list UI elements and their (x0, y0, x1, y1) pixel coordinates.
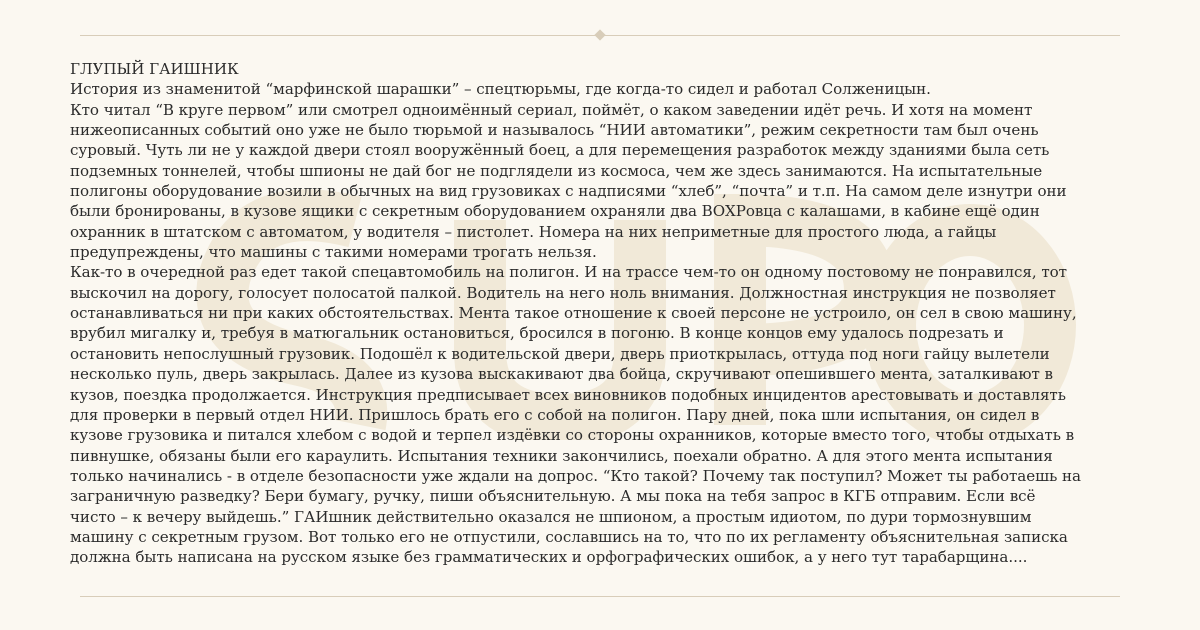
article-paragraph-story: Как-то в очередной раз едет такой спецавтомобиль на полигон. И на трассе чем-то он одному постовому не понравился, тот выскочил на дорогу, голосует полосатой палкой. Водитель на него ноль внимания. Должностная инструкция не позволяет останавливаться ни при каких обстоятельствах. Мента такое отношение к своей персоне не устроило, он сел в свою машину, врубил мигалку и, требуя в матюгальник остановиться, бросился в погоню. В конце концов ему удалось подрезать и остановить непослушный грузовик. Подошёл к водительской двери, дверь приоткрылась, оттуда под ноги гайцу вылетели несколько пуль, дверь закрылась. Далее из кузова выскакивают два бойца, скручивают опешившего мента, заталкивают в кузов, поездка продолжается. Инструкция предписывает всех виновников подобных инцидентов арестовывать и доставлять для проверки в первый отдел НИИ. Пришлось брать его с собой на полигон. Пару дней, пока шли испытания, он сидел в кузове грузовика и питался хлебом с водой и терпел издёвки со стороны охранников, которые вместо того, чтобы отдыхать в пивнушке, обязаны были его караулить. Испытания техники закончились, поехали обратно. А для этого мента испытания только начинались - в отделе безопасности уже ждали на допрос. “Кто такой? Почему так поступил? Может ты работаешь на заграничную разведку? Бери бумагу, ручку, пиши объяснительную. А мы пока на тебя запрос в КГБ отправим. Если всё чисто – к вечеру выйдешь.” ГАИшник действительно оказался не шпионом, а простым идиотом, по дури тормознувшим машину с секретным грузом. Вот только его не отпустили, сославшись на то, что по их регламенту объяснительная записка должна быть написана на русском языке без грамматических и орфографических ошибок, а у него тут тарабарщина.... (70, 263, 1081, 567)
article-paragraph-context: Кто читал “В круге первом” или смотрел одноимённый сериал, поймёт, о каком заведении идёт речь. И хотя на момент нижеописанных событий оно уже не было тюрьмой и называлось “НИИ автоматики”, режим секретности там был очень суровый. Чуть ли не у каждой двери стоял вооружённый боец, а для перемещения разработок между зданиями была сеть подземных тоннелей, чтобы шпионы не дай бог не подглядели из космоса, чем же здесь занимаются. На испытательные полигоны оборудование возили в обычных на вид грузовиках с надписями “хлеб”, “почта” и т.п. На самом деле изнутри они были бронированы, в кузове ящики с секретным оборудованием охраняли два ВОХРовца с калашами, в кабине ещё один охранник в штатском с автоматом, у водителя – пистолет. Номера на них неприметные для простого люда, а гайцы предупреждены, что машины с такими номерами трогать нельзя. (70, 100, 1067, 262)
article-paragraph-intro: История из знаменитой “марфинской шарашки” – спецтюрьмы, где когда-то сидел и работал Солженицын. (70, 80, 931, 99)
article (70, 59, 1140, 568)
divider-ornament (594, 29, 605, 40)
bottom-divider (80, 596, 1120, 597)
article-title: ГЛУПЫЙ ГАИШНИК (70, 60, 239, 78)
